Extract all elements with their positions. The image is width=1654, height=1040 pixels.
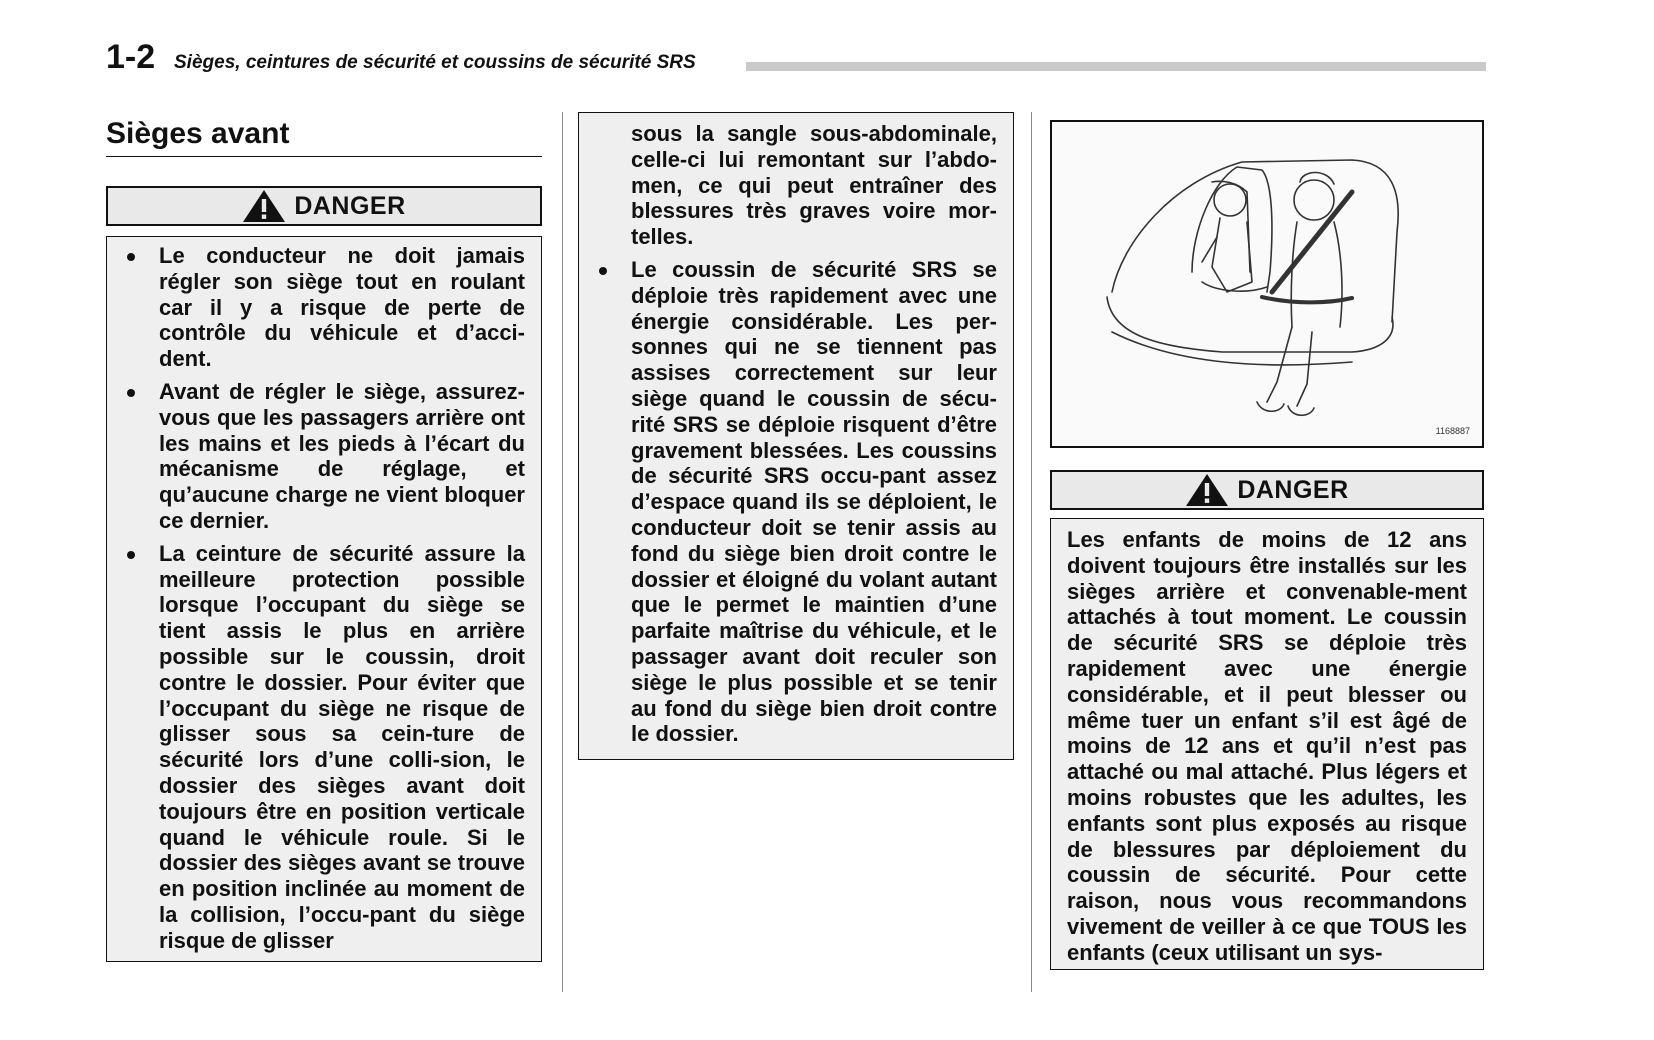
danger-header-2 [1050, 470, 1484, 510]
child-seat-illustration-svg [1052, 122, 1482, 446]
continued-paragraph: sous la sangle sous-abdominale, celle-ci lui remontant sur l’abdo-men, ce qui peut entraîner des blessures très graves voire mor-telles. [631, 121, 997, 250]
warning-triangle-icon-2 [1185, 473, 1229, 507]
column-separator-2 [1031, 112, 1032, 992]
child-seat-illustration [1050, 120, 1484, 448]
danger-bullet-2: Avant de régler le siège, assurez-vous que les passagers arrière ont les mains et les pieds à l’écart du mécanisme de réglage, et qu’aucune charge ne vient bloquer ce dernier. [111, 379, 525, 534]
danger-panel-1 [106, 236, 542, 962]
danger-bullet-4: Le coussin de sécurité SRS se déploie très rapidement avec une énergie considérable. Les per-sonnes qui ne se tiennent pas assises correctement sur leur siège quand le coussin de sécu-rité SRS se déploie risquent d’être gravement blessées. Les coussins de sécurité SRS occu-pant assez d’espace quand ils se déploient, le conducteur doit se tenir assis au fond du siège bien droit contre le dossier et éloigné du volant autant que le permet le maintien d’une parfaite maîtrise du véhicule, et le passager avant doit reculer son siège le plus possible et se tenir au fond du siège bien droit contre le dossier. [583, 257, 997, 747]
chapter-title: Sièges, ceintures de sécurité et coussins de sécurité SRS [174, 52, 696, 73]
running-header [106, 40, 1486, 74]
danger-bullet-list-continued [583, 257, 997, 747]
danger-panel-2 [1050, 518, 1484, 970]
column-separator-1 [562, 112, 563, 992]
figure-code: 1168887 [1435, 426, 1470, 436]
warning-triangle-icon [242, 189, 286, 223]
page-number: 1-2 [106, 38, 156, 76]
danger-label-1: DANGER [294, 191, 406, 220]
section-heading: Sièges avant [106, 116, 542, 157]
danger-bullet-list-1 [111, 243, 525, 954]
header-rule [746, 62, 1486, 71]
danger-panel-continued [578, 112, 1014, 760]
danger-bullet-3: La ceinture de sécurité assure la meilleure protection possible lorsque l’occupant du siège se tient assis le plus en arrière possible sur le coussin, droit contre le dossier. Pour éviter que l’occupant du siège ne risque de glisser sous sa cein-ture de sécurité lors d’une colli-sion, le dossier des sièges avant doit toujours être en position verticale quand le véhicule roule. Si le dossier des sièges avant se trouve en position inclinée au moment de la collision, l’occu-pant du siège risque de glisser [111, 541, 525, 954]
danger-label-2: DANGER [1237, 475, 1349, 504]
danger-header-1 [106, 186, 542, 226]
danger-text-2: Les enfants de moins de 12 ans doivent toujours être installés sur les sièges arrière et convenable-ment attachés à tout moment. Le coussin de sécurité SRS se déploie très rapidement avec une énergie considérable, et il peut blesser ou même tuer un enfant s’il est âgé de moins de 12 ans et qu’il n’est pas attaché ou mal attaché. Plus légers et moins robustes que les adultes, les enfants sont plus exposés au risque de blessures par déploiement du coussin de sécurité. Pour cette raison, nous vous recommandons vivement de veiller à ce que TOUS les enfants (ceux utilisant un sys- [1067, 527, 1467, 965]
danger-bullet-1: Le conducteur ne doit jamais régler son siège tout en roulant car il y a risque de perte de contrôle du véhicule et d’acci-dent. [111, 243, 525, 372]
